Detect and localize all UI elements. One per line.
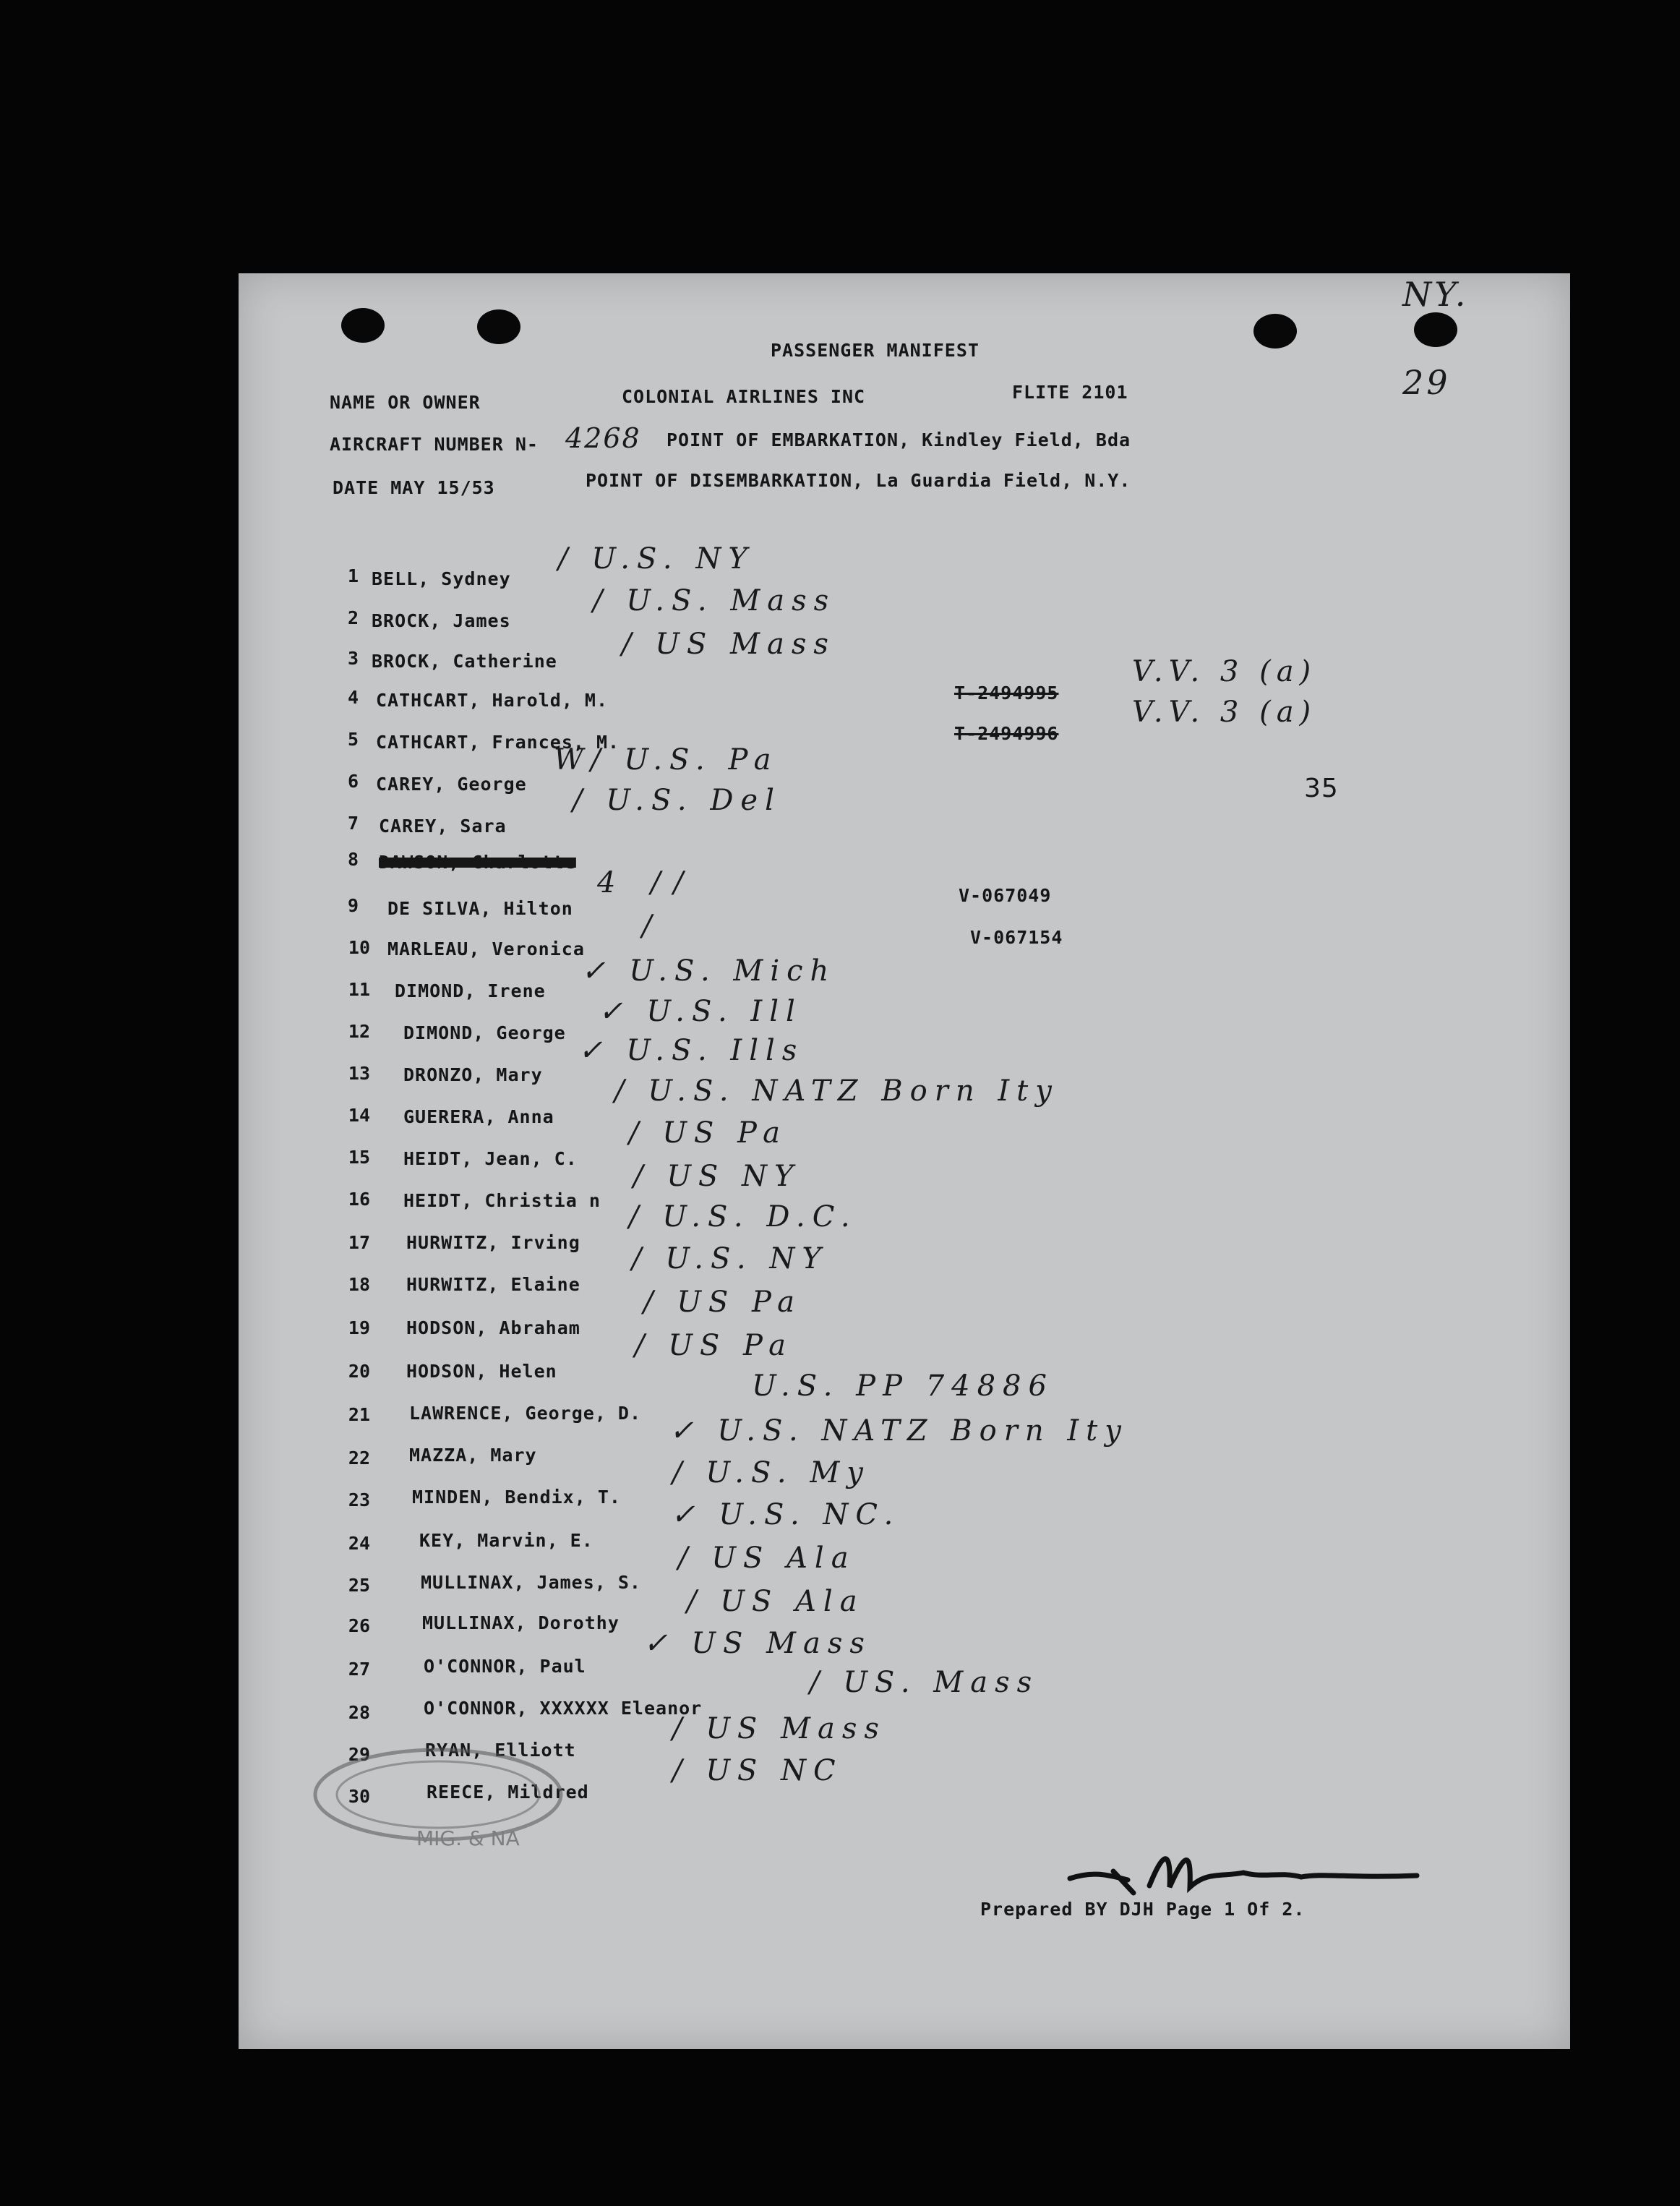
passenger-name: DRONZO, Mary (403, 1064, 543, 1085)
passenger-number: 29 (348, 1744, 370, 1765)
passenger-number: 14 (348, 1105, 370, 1126)
document-number: V-067154 (970, 927, 1063, 948)
document-number: V-067049 (959, 885, 1052, 906)
passenger-name: DIMOND, Irene (395, 980, 546, 1001)
side-number: 35 (1304, 774, 1339, 803)
passenger-name: BROCK, Catherine (372, 651, 557, 672)
document-number: T-2494995 (954, 683, 1059, 704)
passenger-name: KEY, Marvin, E. (419, 1530, 593, 1551)
prepared-by: Prepared BY DJH Page 1 Of 2. (980, 1899, 1306, 1920)
passenger-name: HODSON, Abraham (406, 1317, 580, 1338)
embarkation-point: POINT OF EMBARKATION, Kindley Field, Bda (667, 429, 1131, 450)
passenger-name: MULLINAX, Dorothy (422, 1612, 620, 1633)
passenger-number: 6 (347, 771, 359, 792)
passenger-number: 10 (348, 937, 370, 958)
passenger-name: O'CONNOR, XXXXXX Eleanor (424, 1698, 703, 1719)
passenger-name: MINDEN, Bendix, T. (412, 1487, 621, 1508)
passenger-number: 7 (347, 813, 359, 834)
manifest-page (239, 273, 1570, 2049)
passenger-number: 5 (347, 729, 359, 750)
passenger-number: 28 (348, 1702, 370, 1723)
aircraft-label: AIRCRAFT NUMBER N- (330, 434, 539, 455)
passenger-number: 11 (348, 979, 370, 1000)
manifest-date: DATE MAY 15/53 (333, 477, 495, 498)
aircraft-number-handwritten: 4268 (565, 422, 641, 454)
passenger-number: 4 (347, 687, 359, 708)
flight-number: FLITE 2101 (1012, 382, 1128, 403)
page-title: PASSENGER MANIFEST (771, 340, 980, 361)
passenger-name: BROCK, James (372, 610, 511, 631)
passenger-number: 19 (348, 1317, 370, 1338)
handwritten-annotation: / U.S. Del (573, 784, 781, 817)
handwritten-annotation: / U.S. NATZ Born Ity (614, 1074, 1059, 1108)
handwritten-annotation: ✓ US Mass (643, 1627, 872, 1660)
handwritten-annotation: / US Pa (635, 1329, 793, 1362)
passenger-number: 18 (348, 1274, 370, 1295)
passenger-name: LAWRENCE, George, D. (409, 1403, 642, 1424)
handwritten-annotation: / U.S. D.C. (629, 1200, 857, 1234)
handwritten-annotation: / U.S. Mass (593, 584, 836, 617)
handwritten-annotation: ✓ U.S. Mich (581, 954, 836, 988)
passenger-number: 17 (348, 1232, 370, 1253)
handwritten-annotation: / U.S. NY (632, 1242, 828, 1275)
document-number: T-2494996 (954, 723, 1059, 744)
handwritten-annotation: / (642, 910, 659, 943)
passenger-name: CAREY, George (376, 774, 527, 795)
punch-hole (1414, 312, 1457, 347)
passenger-number: 24 (348, 1533, 370, 1554)
passenger-number: 20 (348, 1361, 370, 1382)
handwritten-annotation: / US Mass (622, 628, 836, 661)
handwritten-annotation: U.S. PP 74886 (752, 1369, 1054, 1403)
passenger-number: 2 (347, 607, 359, 628)
passenger-number: 13 (348, 1063, 370, 1084)
passenger-name: DIMOND, George (403, 1022, 566, 1043)
handwritten-annotation: / US NC (672, 1754, 843, 1787)
passenger-number: 1 (347, 565, 359, 586)
passenger-name: GUERERA, Anna (403, 1106, 554, 1127)
passenger-number: 9 (347, 895, 359, 916)
handwritten-annotation: / US NY (633, 1160, 801, 1193)
owner-value: COLONIAL AIRLINES INC (622, 386, 866, 407)
passenger-name: HODSON, Helen (406, 1361, 557, 1382)
passenger-name: HEIDT, Jean, C. (403, 1148, 578, 1169)
passenger-number: 8 (347, 849, 359, 870)
owner-label: NAME OR OWNER (330, 392, 481, 413)
passenger-number: 22 (348, 1448, 370, 1468)
passenger-number: 16 (348, 1189, 370, 1210)
handwritten-annotation: ✓ U.S. NATZ Born Ity (669, 1414, 1128, 1448)
handwritten-annotation: / US Ala (687, 1585, 865, 1618)
punch-hole (341, 308, 385, 343)
handwritten-annotation: ✓ U.S. NC. (671, 1498, 901, 1531)
passenger-number: 30 (348, 1786, 370, 1807)
passenger-number: 3 (347, 648, 359, 669)
passenger-name: CATHCART, Frances, M. (376, 732, 620, 753)
passenger-name: MARLEAU, Veronica (387, 939, 585, 959)
passenger-number: 23 (348, 1489, 370, 1510)
passenger-name: HURWITZ, Elaine (406, 1274, 580, 1295)
handwritten-annotation: / U.S. My (672, 1456, 870, 1489)
handwritten-annotation: V.V. 3 (a) (1132, 655, 1317, 688)
signature (1063, 1842, 1424, 1907)
handwritten-annotation: ✓ U.S. Ills (578, 1034, 805, 1067)
corner-note-top: NY. (1402, 275, 1469, 314)
passenger-name: HEIDT, Christia n (403, 1190, 601, 1211)
passenger-name: DE SILVA, Hilton (387, 898, 573, 919)
passenger-number: 21 (348, 1404, 370, 1425)
passenger-name: RYAN, Elliott (425, 1740, 576, 1761)
passenger-name-struck: DAWSON, Charlotte (379, 852, 576, 873)
stamp-text: MIG. & NA (416, 1826, 520, 1850)
passenger-name: CAREY, Sara (379, 816, 507, 837)
passenger-name: HURWITZ, Irving (406, 1232, 580, 1253)
corner-note-bottom: 29 (1402, 363, 1451, 402)
punch-hole (477, 309, 520, 344)
passenger-name: REECE, Mildred (427, 1782, 589, 1803)
handwritten-annotation: 4 // (597, 866, 697, 899)
handwritten-annotation: / US. Mass (810, 1666, 1040, 1699)
passenger-number: 15 (348, 1147, 370, 1168)
handwritten-annotation: V.V. 3 (a) (1132, 696, 1317, 729)
handwritten-annotation: / US Pa (629, 1116, 787, 1150)
handwritten-annotation: ✓ U.S. Ill (599, 995, 802, 1028)
handwritten-annotation: W/ U.S. Pa (554, 743, 779, 777)
passenger-number: 26 (348, 1615, 370, 1636)
passenger-name: MULLINAX, James, S. (421, 1572, 641, 1593)
disembarkation-point: POINT OF DISEMBARKATION, La Guardia Field, N.Y. (586, 470, 1131, 491)
passenger-name: O'CONNOR, Paul (424, 1656, 586, 1677)
customs-stamp (308, 1744, 640, 1867)
passenger-number: 27 (348, 1659, 370, 1680)
passenger-number: 25 (348, 1575, 370, 1596)
handwritten-annotation: / US Ala (678, 1542, 856, 1575)
handwritten-annotation: / US Pa (643, 1286, 802, 1319)
passenger-name: BELL, Sydney (372, 568, 511, 589)
handwritten-annotation: / U.S. NY (558, 542, 755, 576)
passenger-name: CATHCART, Harold, M. (376, 690, 609, 711)
handwritten-annotation: / US Mass (672, 1712, 886, 1745)
passenger-name: MAZZA, Mary (409, 1445, 537, 1466)
passenger-number: 12 (348, 1021, 370, 1042)
punch-hole (1253, 314, 1297, 349)
